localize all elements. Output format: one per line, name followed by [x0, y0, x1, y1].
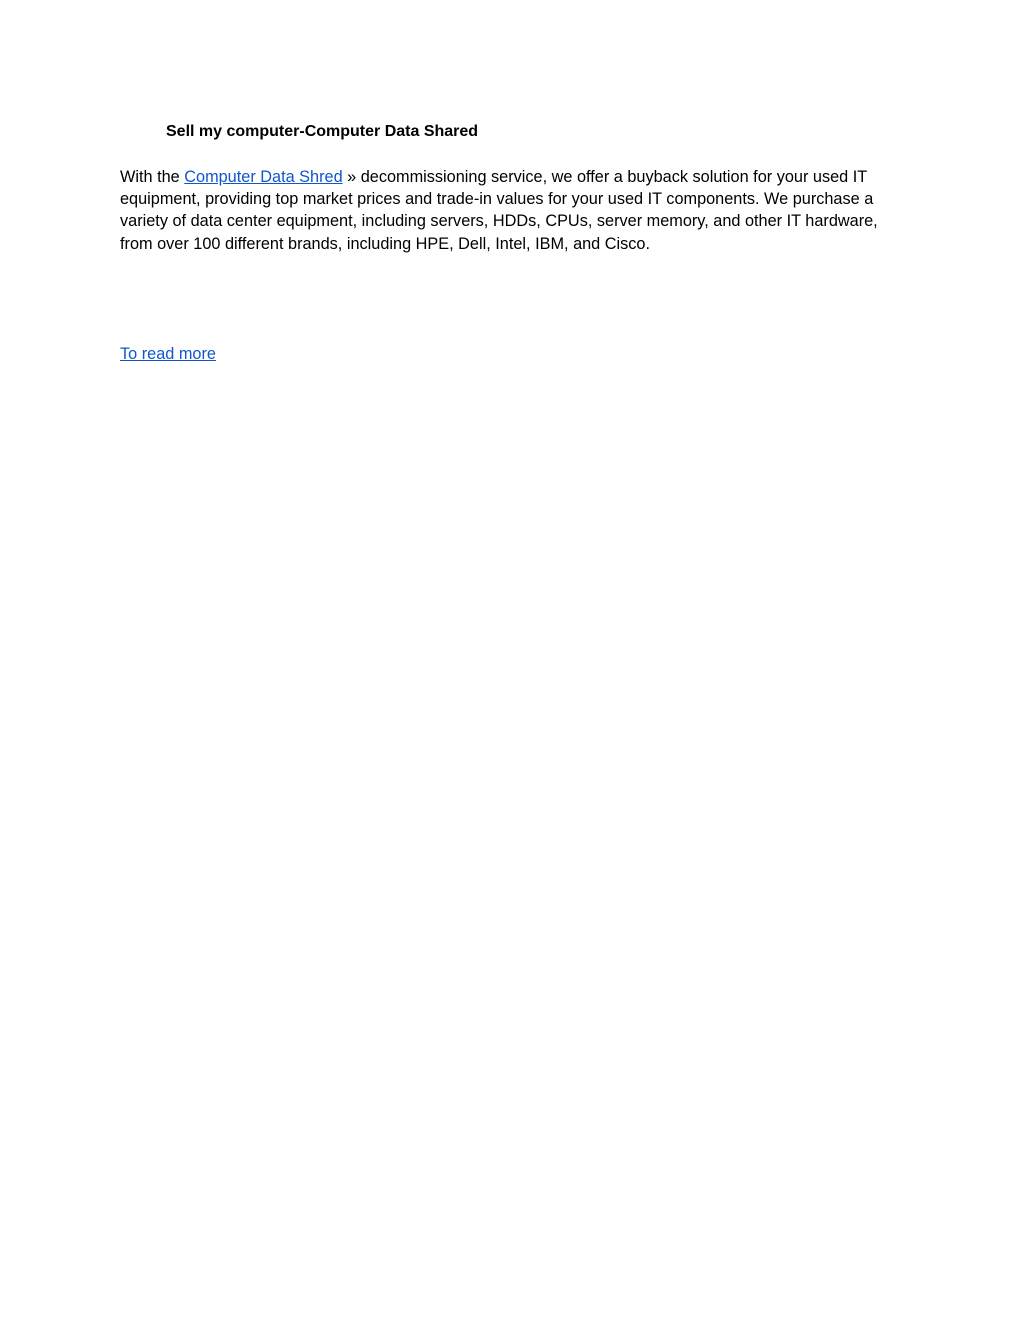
paragraph-line-3: variety of data center equipment, including servers, HDDs, CPUs, server memory, and other IT hardware, — [120, 212, 878, 231]
paragraph-intro: With the — [120, 168, 185, 186]
paragraph-line-2: equipment, providing top market prices and trade-in values for your used IT components. We purchase a — [120, 190, 874, 209]
body-paragraph — [120, 166, 910, 255]
computer-data-shred-link[interactable]: Computer Data Shred — [184, 168, 343, 186]
paragraph-line-4: from over 100 different brands, including HPE, Dell, Intel, IBM, and Cisco. — [120, 234, 650, 253]
document-title: Sell my computer-Computer Data Shared — [166, 123, 479, 140]
paragraph-line-1 — [120, 166, 910, 188]
paragraph-line-1-rest: » decommissioning service, we offer a buyback solution for your used IT — [342, 168, 868, 186]
read-more-link[interactable]: To read more — [120, 345, 216, 363]
